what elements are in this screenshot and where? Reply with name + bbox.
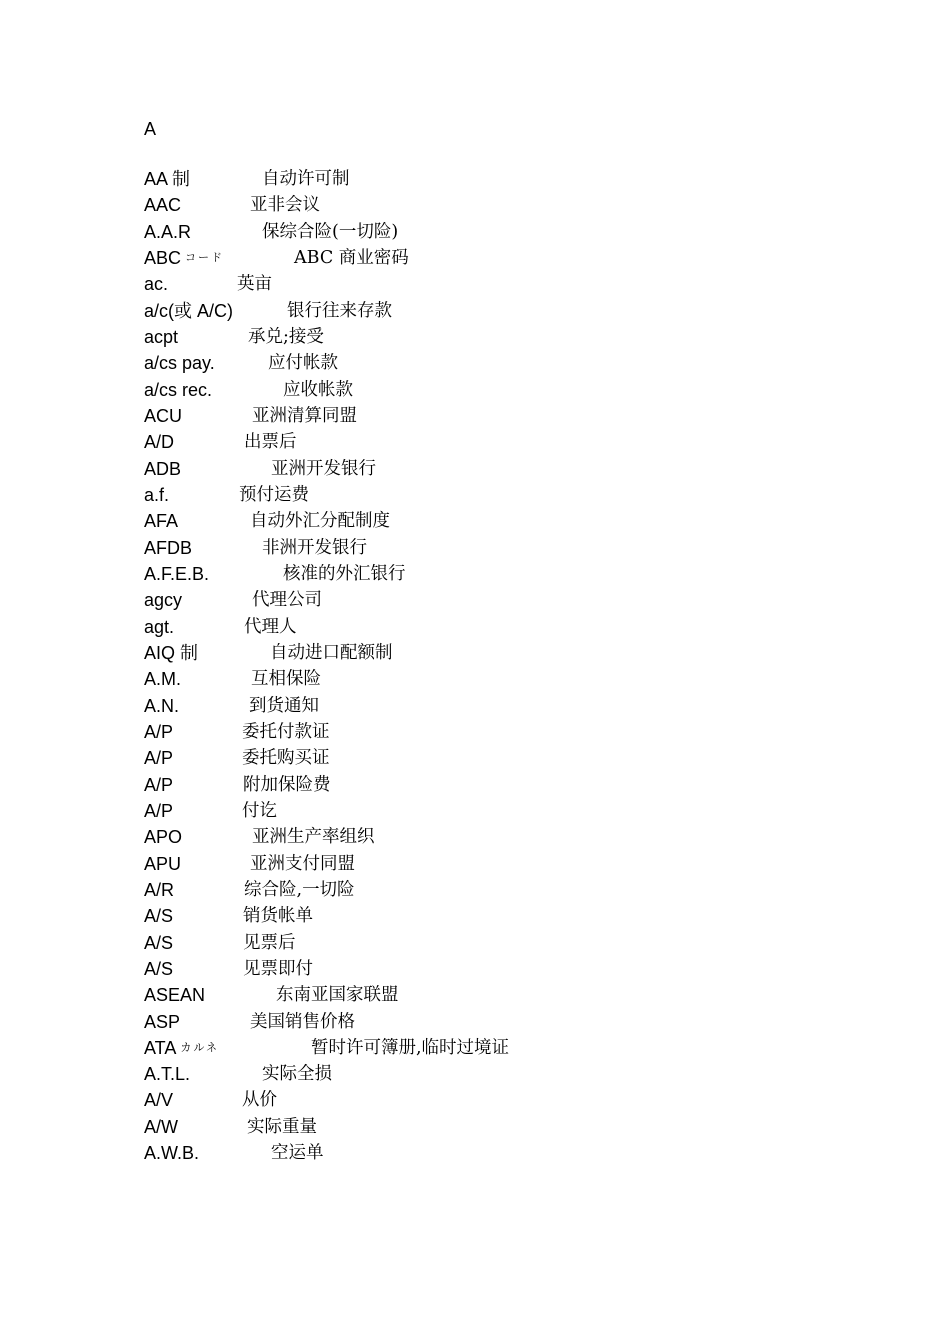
entry-term-text: acpt <box>144 326 179 347</box>
entry-definition: 非洲开发银行 <box>262 537 367 558</box>
entry-term-text: a/cs pay. <box>144 353 215 374</box>
entry-term <box>144 350 215 376</box>
entry-term-text: ATA <box>144 1037 177 1058</box>
entry-definition: 应付帐款 <box>268 353 338 374</box>
entry-definition: 实际全损 <box>262 1064 332 1085</box>
entry-term <box>144 219 191 245</box>
entry-term <box>144 693 179 719</box>
entry-term <box>144 956 173 982</box>
entry-definition: 见票后 <box>243 932 296 953</box>
entry-term-text: AFDB <box>144 537 193 558</box>
entry-term <box>144 1087 173 1113</box>
entry-definition: 应收帐款 <box>283 379 353 400</box>
entry-definition: 自动许可制 <box>262 169 350 189</box>
entry-definition: 到货通知 <box>249 695 319 716</box>
entry-term-text: A/V <box>144 1090 174 1111</box>
entry-term-text: AAC <box>144 195 182 216</box>
entry-definition: 代理公司 <box>252 590 322 611</box>
entry-term <box>144 324 178 350</box>
entry-term-text: a.f. <box>144 484 170 505</box>
entry-term <box>144 1035 219 1061</box>
entry-definition: 委托付款证 <box>242 721 330 742</box>
entry-term <box>144 456 181 482</box>
entry-term-kana: カルネ <box>180 1041 220 1054</box>
entry-definition: 实际重量 <box>247 1116 317 1137</box>
entry-term-text: agcy <box>144 590 183 611</box>
entry-term-text: ASEAN <box>144 985 206 1006</box>
entry-term-text: A.N. <box>144 695 180 716</box>
entry-term <box>144 403 182 429</box>
entry-definition: ABC 商业密码 <box>294 247 409 268</box>
entry-term <box>144 271 168 297</box>
entry-term-text: AIQ 制 <box>144 642 199 663</box>
entry-definition: 暂时许可簿册,临时过境证 <box>311 1037 510 1058</box>
entry-term <box>144 377 212 403</box>
entry-definition: 英亩 <box>237 274 272 295</box>
entry-term <box>144 245 224 271</box>
entry-term-text: a/cs rec. <box>144 379 213 400</box>
entry-definition: 综合险,一切险 <box>244 879 355 900</box>
entry-definition: 承兑;接受 <box>248 326 324 347</box>
entry-term <box>144 482 169 508</box>
entry-term-text: a/c(或 A/C) <box>144 300 234 321</box>
entry-term <box>144 930 173 956</box>
entry-definition: 亚非会议 <box>250 195 320 216</box>
entry-definition: 亚洲开发银行 <box>271 458 376 479</box>
entry-term <box>144 1140 199 1166</box>
entry-term <box>144 719 173 745</box>
entry-term-text: ACU <box>144 405 183 426</box>
entry-term-text: agt. <box>144 616 175 637</box>
entry-definition: 空运单 <box>271 1143 324 1164</box>
entry-definition: 自动外汇分配制度 <box>250 511 390 532</box>
entry-term <box>144 982 205 1008</box>
entry-definition: 付讫 <box>242 800 277 821</box>
entry-term-text: A/D <box>144 432 175 453</box>
entry-term <box>144 561 209 587</box>
entry-term <box>144 298 233 324</box>
entry-definition: 亚洲支付同盟 <box>250 853 355 874</box>
entry-term-text: A/W <box>144 1116 178 1137</box>
entry-term <box>144 1061 190 1087</box>
entry-definition: 东南亚国家联盟 <box>276 985 399 1006</box>
entry-term <box>144 1009 180 1035</box>
entry-definition: 销货帐单 <box>243 906 313 927</box>
entry-term-text: A/P <box>144 774 174 795</box>
entry-term-text: ac. <box>144 274 169 295</box>
entry-definition: 亚洲清算同盟 <box>252 405 357 426</box>
entry-definition: 互相保险 <box>251 669 321 690</box>
entry-term-text: APO <box>144 827 183 848</box>
entry-term-text: A/P <box>144 748 174 769</box>
entry-term-text: ABC <box>144 247 182 268</box>
entry-term-text: ASP <box>144 1011 181 1032</box>
entry-term-text: A.M. <box>144 669 182 690</box>
entry-term-text: A/P <box>144 721 174 742</box>
entry-term <box>144 508 178 534</box>
entry-term-text: APU <box>144 853 182 874</box>
entry-term <box>144 824 182 850</box>
entry-term <box>144 851 181 877</box>
entry-term <box>144 798 173 824</box>
entry-term-text: AFA <box>144 511 179 532</box>
entry-definition: 自动进口配额制 <box>270 642 393 663</box>
entry-definition: 美国销售价格 <box>250 1011 355 1032</box>
entry-term-text: A.A.R <box>144 221 192 242</box>
entry-definition: 出票后 <box>244 432 297 453</box>
entry-term <box>144 745 173 771</box>
entry-term <box>144 535 192 561</box>
entry-term <box>144 640 198 666</box>
entry-term-text: AA 制 <box>144 169 191 189</box>
entry-term-kana: コード <box>185 251 225 264</box>
entry-term <box>144 614 174 640</box>
entry-term <box>144 772 173 798</box>
entry-term-text: A.F.E.B. <box>144 563 210 584</box>
entry-definition: 从价 <box>242 1090 277 1111</box>
entry-term-text: A.W.B. <box>144 1143 200 1164</box>
entry-term <box>144 587 182 613</box>
entry-definition: 保综合险(一切险) <box>262 221 399 242</box>
entry-definition: 见票即付 <box>243 958 313 979</box>
entry-term-text: A/S <box>144 958 174 979</box>
entry-definition: 预付运费 <box>239 484 309 505</box>
entry-term <box>144 429 174 455</box>
entry-definition: 附加保险费 <box>243 774 331 795</box>
entry-term-text: A/P <box>144 800 174 821</box>
entry-definition: 核准的外汇银行 <box>283 563 406 584</box>
entry-term <box>144 903 173 929</box>
entry-term <box>144 666 181 692</box>
entry-definition: 亚洲生产率组织 <box>252 827 375 848</box>
entry-definition: 银行往来存款 <box>287 300 392 321</box>
entry-term-text: A.T.L. <box>144 1064 191 1085</box>
entry-term <box>144 877 174 903</box>
entry-definition: 代理人 <box>244 616 297 637</box>
entry-term <box>144 192 181 218</box>
section-heading: A <box>144 119 157 139</box>
entry-definition: 委托购买证 <box>242 748 330 769</box>
entry-term-text: A/R <box>144 879 175 900</box>
entry-term <box>144 166 190 192</box>
entry-term <box>144 1114 178 1140</box>
entry-term-text: A/S <box>144 932 174 953</box>
entry-term-text: ADB <box>144 458 182 479</box>
entry-term-text: A/S <box>144 906 174 927</box>
